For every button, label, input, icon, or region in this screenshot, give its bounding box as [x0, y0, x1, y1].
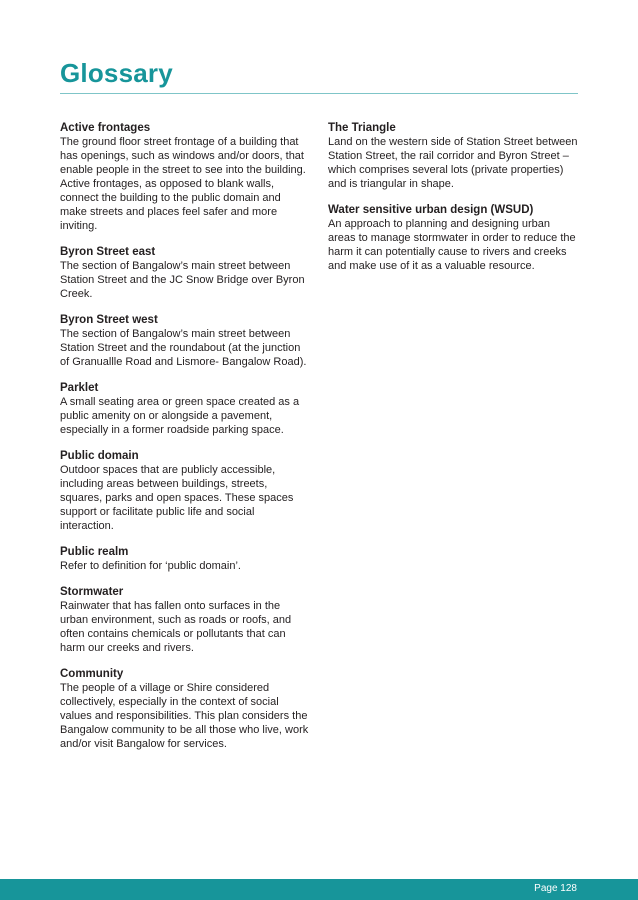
glossary-term: Byron Street east: [60, 246, 156, 258]
glossary-definition: The section of Bangalow’s main street between Station Street and the roundabout (at the junction of Granuallle Road and Lismore- Bangalow Road).: [60, 328, 307, 368]
glossary-entry-byron-street-west: [60, 313, 310, 369]
glossary-entry-stormwater: [60, 585, 310, 655]
glossary-entry-wsud: [328, 203, 578, 273]
glossary-entry-public-realm: [60, 545, 310, 573]
glossary-definition: Rainwater that has fallen onto surfaces in the urban environment, such as roads or roofs, and often contains chemicals or pollutants that can harm our creeks and rivers.: [60, 600, 292, 654]
page-number: Page 128: [534, 883, 577, 894]
glossary-term: Water sensitive urban design (WSUD): [328, 204, 534, 216]
glossary-term: Parklet: [60, 382, 99, 394]
glossary-term: Community: [60, 668, 124, 680]
glossary-definition: Land on the western side of Station Street between Station Street, the rail corridor and Byron Street – which comprises several lots (private properties) and is triangular in shape.: [328, 136, 578, 190]
glossary-term: Stormwater: [60, 586, 124, 598]
glossary-term: Active frontages: [60, 122, 151, 134]
glossary-term: The Triangle: [328, 122, 396, 134]
footer-bar: [0, 879, 638, 900]
glossary-entry-the-triangle: [328, 121, 578, 191]
glossary-term: Public domain: [60, 450, 139, 462]
glossary-column-right: [328, 121, 578, 285]
glossary-definition: An approach to planning and designing urban areas to manage stormwater in order to reduce the harm it can potentially cause to rivers and creeks and make use of it as a valuable resource.: [328, 218, 576, 272]
glossary-entry-community: [60, 667, 310, 751]
title-divider: [60, 93, 578, 94]
glossary-column-left: [60, 121, 310, 763]
page-title: Glossary: [60, 58, 173, 88]
glossary-entry-byron-street-east: [60, 245, 310, 301]
glossary-entry-parklet: [60, 381, 310, 437]
glossary-definition: The ground floor street frontage of a building that has openings, such as windows and/or doors, that enable people in the street to see into the building. Active frontages, as opposed to blank walls, connect the building to the public domain and make streets and places feel safer and more inviting.: [60, 136, 306, 232]
glossary-definition: The people of a village or Shire considered collectively, especially in the context of social values and responsibilities. This plan considers the Bangalow community to be all those who live, work and/or visit Bangalow for services.: [60, 682, 309, 750]
glossary-entry-public-domain: [60, 449, 310, 533]
glossary-definition: Refer to definition for ‘public domain’.: [60, 560, 241, 572]
glossary-definition: A small seating area or green space created as a public amenity on or alongside a pavement, especially in a former roadside parking space.: [60, 396, 300, 436]
glossary-term: Public realm: [60, 546, 129, 558]
glossary-definition: Outdoor spaces that are publicly accessible, including areas between buildings, streets, squares, parks and open spaces. These spaces support or facilitate public life and social interaction.: [60, 464, 294, 532]
glossary-entry-active-frontages: [60, 121, 310, 233]
glossary-definition: The section of Bangalow’s main street between Station Street and the JC Snow Bridge over Byron Creek.: [60, 260, 305, 300]
glossary-term: Byron Street west: [60, 314, 158, 326]
